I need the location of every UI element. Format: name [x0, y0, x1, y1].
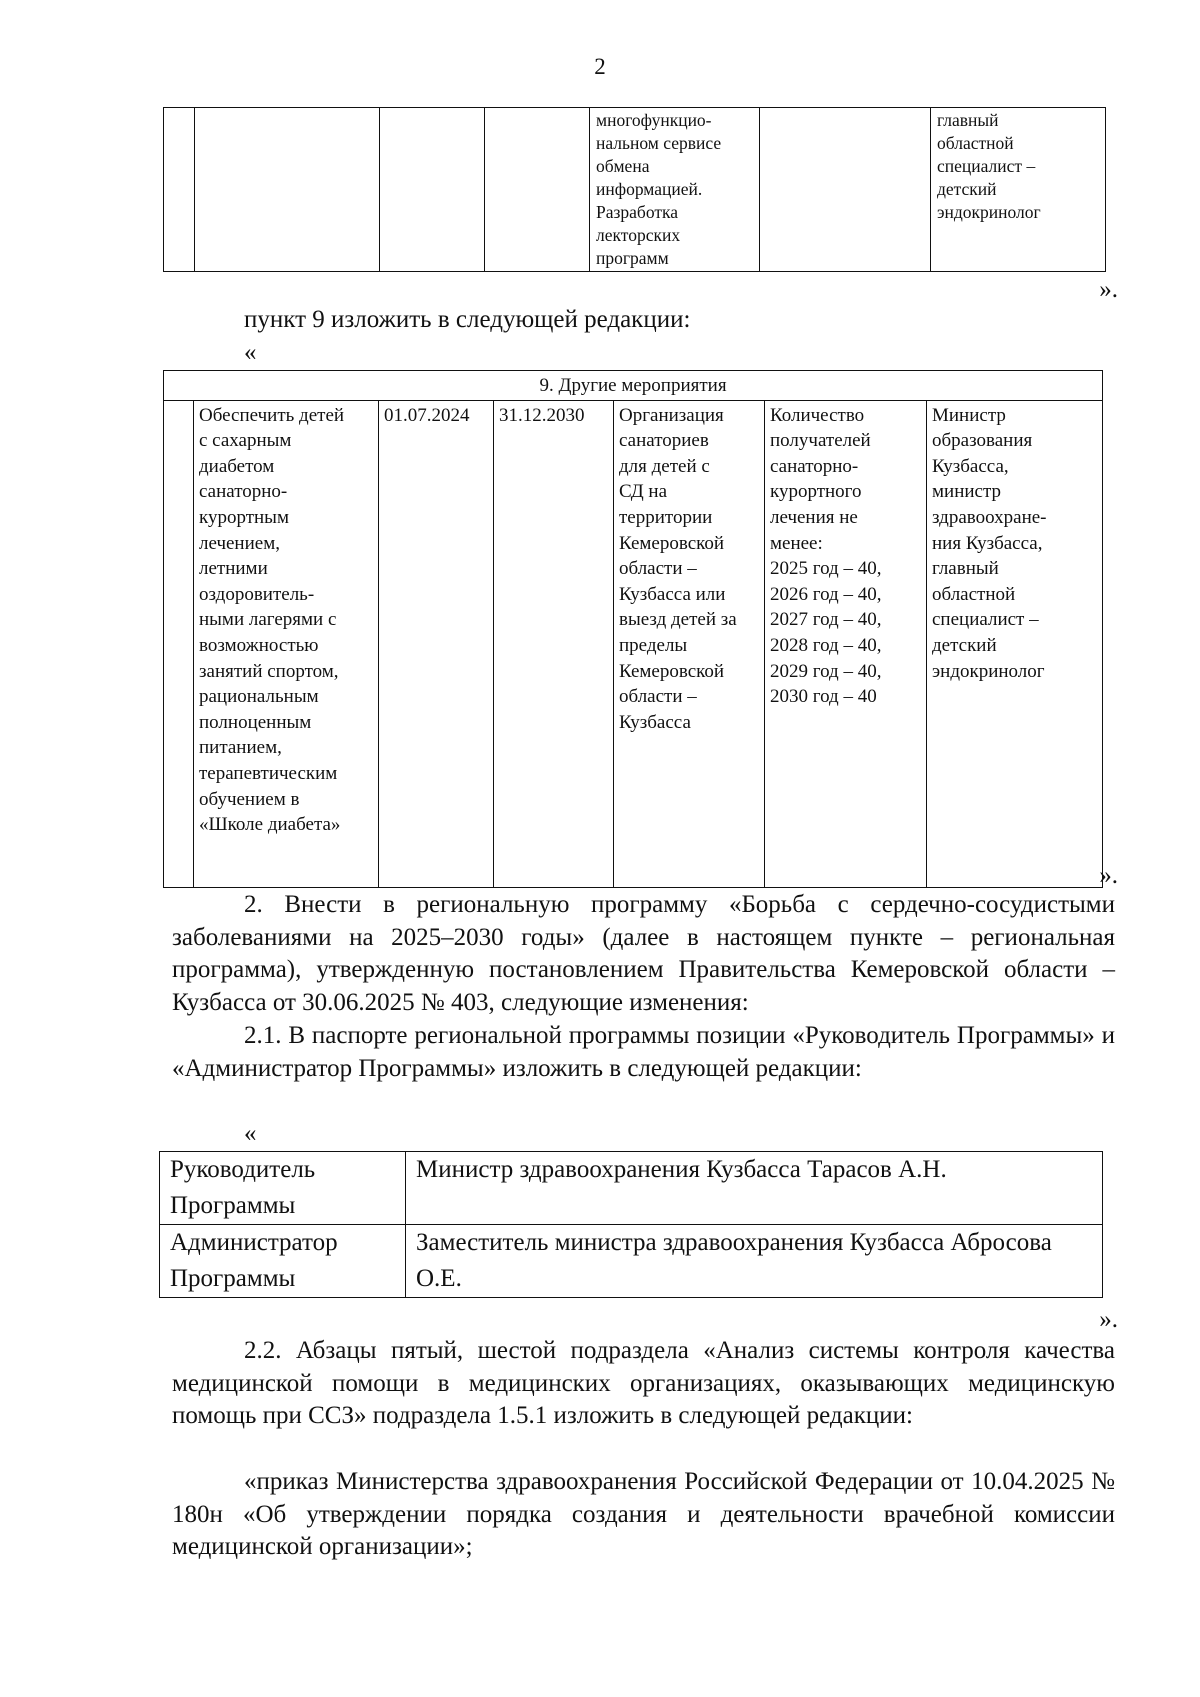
- cell-text: детский: [932, 634, 997, 656]
- cell-text: Министр: [932, 404, 1006, 426]
- cell-text: эндокринолог: [937, 202, 1041, 222]
- cell-text: летними: [199, 558, 268, 580]
- cell-text: 2027 год – 40,: [770, 609, 882, 631]
- table-cell: [380, 108, 485, 272]
- cell-text: терапевтическим: [199, 762, 338, 784]
- responsible-cell: [927, 400, 1103, 887]
- cell-text: получателей: [770, 430, 871, 452]
- table-row: [164, 371, 1103, 401]
- passport-table: [159, 1151, 1103, 1298]
- cell-text: полноценным: [199, 711, 312, 733]
- closing-quote: ».: [1099, 862, 1118, 889]
- cell-text: диабетом: [199, 455, 275, 477]
- cell-text: для детей с: [619, 455, 710, 477]
- cell-text: главный: [937, 110, 999, 130]
- cell-text: лечением,: [199, 532, 280, 554]
- table-row: [164, 400, 1103, 887]
- page-number: 2: [594, 54, 606, 79]
- table-cell: [760, 108, 931, 272]
- item-2-1-paragraph: 2.1. В паспорте региональной программы позиции «Руководитель Программы» и «Администратор Программы» изложить в следующей редакции:: [172, 1022, 1115, 1082]
- table-row: [164, 108, 1106, 272]
- cell-text: Кемеровской: [619, 660, 725, 682]
- cell-text: области –: [619, 558, 697, 580]
- cell-text: курортным: [199, 506, 289, 528]
- cell-text: санаторно-: [770, 455, 859, 477]
- start-date-cell: 01.07.2024: [379, 400, 494, 887]
- cell-text: «Школе диабета»: [199, 814, 341, 836]
- section-title: 9. Другие мероприятия: [164, 371, 1103, 401]
- position-label: Руководитель Программы: [160, 1152, 406, 1225]
- cell-text: 2025 год – 40,: [770, 558, 882, 580]
- cell-text: многофункцио-: [596, 110, 712, 130]
- responsible-cell: [931, 108, 1106, 272]
- cell-text: 2028 год – 40,: [770, 634, 882, 656]
- cell-text: санаториев: [619, 430, 709, 452]
- closing-quote: ».: [1099, 276, 1118, 303]
- indicator-cell: [765, 400, 927, 887]
- cell-text: лечения не: [770, 506, 858, 528]
- cell-text: Кузбасса или: [619, 583, 726, 605]
- table-row: [160, 1152, 1103, 1225]
- position-label: Администратор Программы: [160, 1225, 406, 1298]
- cell-text: министр: [932, 481, 1001, 503]
- cell-text: 2030 год – 40: [770, 686, 877, 708]
- cell-text: рациональным: [199, 686, 319, 708]
- opening-quote: «: [244, 339, 257, 366]
- cell-text: Количество: [770, 404, 865, 426]
- cell-text: Организация: [619, 404, 724, 426]
- item-2-paragraph: 2. Внести в региональную программу «Борьба с сердечно-сосудистыми заболеваниями на 2025–2030 годы» (далее в настоящем пункте – региональная программа), утвержденную постановлением Правительства Кемеровской области – Кузбасса от 30.06.2025 № 403, следующие изменения:: [172, 891, 1115, 1016]
- table-cell: [164, 108, 195, 272]
- cell-text: образования: [932, 430, 1033, 452]
- cell-text: выезд детей за: [619, 609, 737, 631]
- cell-text: эндокринолог: [932, 660, 1045, 682]
- cell-text: занятий спортом,: [199, 660, 339, 682]
- cell-text: специалист –: [932, 609, 1039, 631]
- cell-text: областной: [937, 133, 1014, 153]
- cell-text: ния Кузбасса,: [932, 532, 1043, 554]
- cell-text: с сахарным: [199, 430, 292, 452]
- cell-text: территории: [619, 506, 713, 528]
- cell-text: Обеспечить детей: [199, 404, 345, 426]
- cell-text: информацией.: [596, 179, 703, 199]
- cell-text: главный: [932, 558, 999, 580]
- quoted-order-paragraph: «приказ Министерства здравоохранения Российской Федерации от 10.04.2025 № 180н «Об утверждении порядка создания и деятельности врачебной комиссии медицинской организации»;: [172, 1468, 1115, 1561]
- cell-text: курортного: [770, 481, 862, 503]
- result-cell: [614, 400, 765, 887]
- other-measures-table: [163, 370, 1103, 888]
- cell-text: обмена: [596, 156, 650, 176]
- continuation-table: [163, 107, 1106, 272]
- closing-quote: ».: [1099, 1306, 1118, 1333]
- cell-text: ными лагерями с: [199, 609, 337, 631]
- position-value: Заместитель министра здравоохранения Кузбасса Абросова О.Е.: [406, 1225, 1103, 1298]
- table-cell: [485, 108, 590, 272]
- cell-text: специалист –: [937, 156, 1036, 176]
- table-row: [160, 1225, 1103, 1298]
- cell-text: программ: [596, 248, 669, 268]
- table-cell: [195, 108, 380, 272]
- opening-quote: «: [244, 1120, 257, 1147]
- cell-text: Кузбасса,: [932, 455, 1009, 477]
- cell-text: Кемеровской: [619, 532, 725, 554]
- cell-text: санаторно-: [199, 481, 288, 503]
- cell-text: возможностью: [199, 634, 319, 656]
- cell-text: лекторских: [596, 225, 681, 245]
- cell-text: 2026 год – 40,: [770, 583, 882, 605]
- point9-intro: пункт 9 изложить в следующей редакции:: [244, 306, 691, 333]
- table-cell: [164, 400, 194, 887]
- cell-text: обучением в: [199, 788, 300, 810]
- cell-text: здравоохране-: [932, 506, 1047, 528]
- cell-text: Разработка: [596, 202, 679, 222]
- measure-cell: [194, 400, 379, 887]
- cell-text: пределы: [619, 634, 688, 656]
- position-value: Министр здравоохранения Кузбасса Тарасов А.Н.: [406, 1152, 1103, 1225]
- cell-text: питанием,: [199, 737, 282, 759]
- item-2-2-paragraph: 2.2. Абзацы пятый, шестой подраздела «Анализ системы контроля качества медицинской помощи в медицинских организациях, оказывающих медицинскую помощь при ССЗ» подраздела 1.5.1 изложить в следующей редакции:: [172, 1337, 1115, 1430]
- cell-text: СД на: [619, 481, 668, 503]
- cell-text: Кузбасса: [619, 711, 691, 733]
- result-cell: [590, 108, 760, 272]
- cell-text: областной: [932, 583, 1016, 605]
- cell-text: нальном сервисе: [596, 133, 722, 153]
- cell-text: области –: [619, 686, 697, 708]
- cell-text: детский: [937, 179, 997, 199]
- cell-text: оздоровитель-: [199, 583, 315, 605]
- cell-text: 2029 год – 40,: [770, 660, 882, 682]
- cell-text: менее:: [770, 532, 823, 554]
- end-date-cell: 31.12.2030: [494, 400, 614, 887]
